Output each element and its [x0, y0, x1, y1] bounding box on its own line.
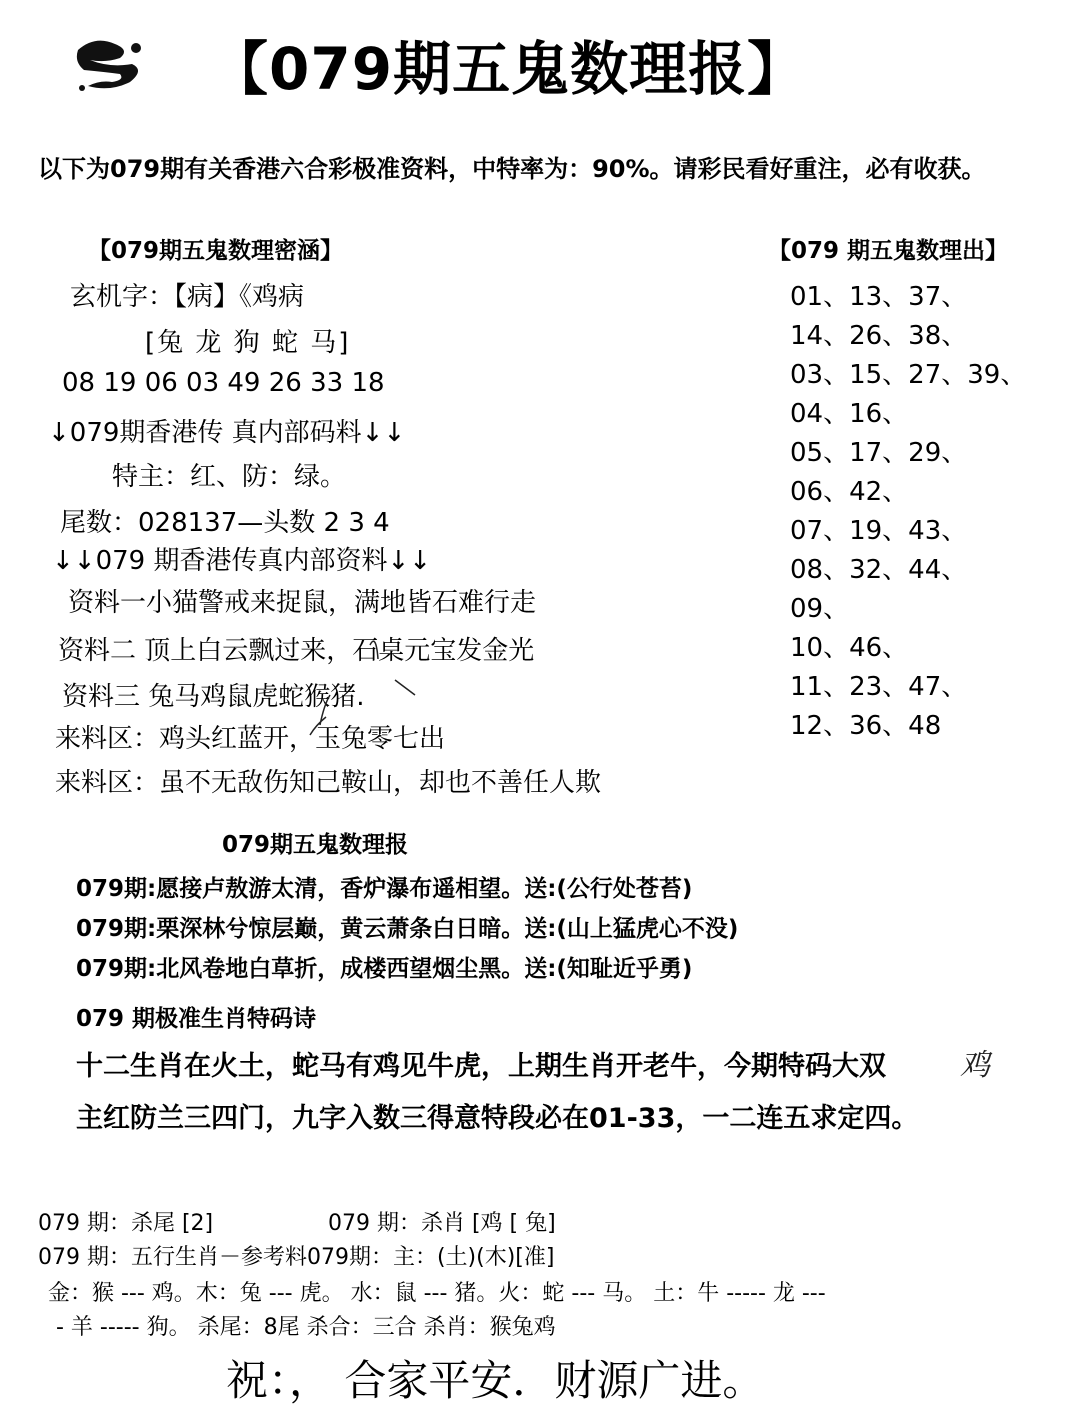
data-line-1: 资料一小猫警戒来捉鼠，满地皆石难行走 [68, 588, 537, 618]
report-title: 079期五鬼数理报 [222, 832, 409, 858]
number-row: 11、23、47、 [790, 672, 968, 702]
tail-line: 尾数：028137—头数 2 3 4 [60, 508, 390, 538]
number-row: 10、46、 [790, 633, 909, 663]
number-row: 04、16、 [790, 399, 909, 429]
number-row: 07、19、43、 [790, 516, 968, 546]
left-section-title: 【079期五鬼数理密涵】 [88, 238, 344, 264]
xuanji-line: 玄机字：【病】《鸡病 [70, 282, 305, 312]
number-list [790, 278, 1026, 746]
wuxing-line: 079 期：五行生肖－参考料079期：主：(土)(木)[准] [38, 1245, 555, 1270]
number-row: 03、15、27、39、 [790, 360, 1027, 390]
area-line-2: 来料区：虽不无敌伤知己鞍山，却也不善任人欺 [55, 768, 602, 798]
number-row: 01、13、37、 [790, 282, 968, 312]
number-row: 09、 [790, 594, 850, 624]
number-row: 05、17、29、 [790, 438, 968, 468]
handwriting-marks [280, 625, 530, 785]
handwritten-character: 鸡 [960, 1048, 990, 1083]
elements-line-2: - 羊 ----- 狗。 杀尾：8尾 杀合：三合 杀肖：猴兔鸡 [56, 1315, 556, 1340]
data-line-2: 资料二 顶上白云飘过来，石桌元宝发金光 [58, 636, 535, 666]
number-row: 08、32、44、 [790, 555, 968, 585]
poem-line-1: 十二生肖在火土，蛇马有鸡见牛虎，上期生肖开老牛，今期特码大双 [76, 1051, 886, 1082]
area-line-1: 来料区：鸡头红蓝开，玉兔零七出 [55, 724, 446, 754]
elements-line-1: 金：猴 --- 鸡。木：兔 --- 虎。 水：鼠 --- 猪。火：蛇 --- 马。 土：牛 ----- 龙 --- [48, 1281, 826, 1306]
number-row: 12、36、48 [790, 711, 942, 741]
insider-line-1: ↓079期香港传 真内部码料↓↓ [48, 418, 406, 448]
number-row: 06、42、 [790, 477, 909, 507]
report-line: 079期:栗深林兮惊层巅，黄云萧条白日暗。送:(山上猛虎心不没) [76, 916, 739, 942]
poem-title: 079 期极准生肖特码诗 [76, 1006, 317, 1032]
number-row: 14、26、38、 [790, 321, 968, 351]
zodiac-line: [兔 龙 狗 蛇 马] [145, 328, 351, 358]
page-title: 【079期五鬼数理报】 [210, 35, 807, 103]
special-line: 特主：红、防：绿。 [112, 462, 347, 492]
right-section-title: 【079 期五鬼数理出】 [768, 238, 1009, 264]
numbers-line: 08 19 06 03 49 26 33 18 [62, 368, 385, 398]
blessing-line: 祝：， 合家平安．财源广进。 [226, 1356, 765, 1405]
poem-line-2: 主红防兰三四门，九字入数三得意特段必在01-33，一二连五求定四。 [76, 1103, 919, 1134]
intro-text: 以下为079期有关香港六合彩极准资料，中特率为：90%。请彩民看好重注，必有收获。 [38, 155, 986, 183]
report-line: 079期:北风卷地白草折，成楼西望烟尘黑。送:(知耻近乎勇) [76, 956, 693, 982]
brush-logo-icon [70, 30, 150, 100]
kill-zodiac: 079 期：杀肖 [鸡 [ 兔] [328, 1211, 556, 1236]
kill-tail: 079 期：杀尾 [2] [38, 1211, 214, 1236]
insider-line-2: ↓↓079 期香港传真内部资料↓↓ [52, 546, 432, 576]
report-line: 079期:愿接卢敖游太清，香炉瀑布遥相望。送:(公行处苍苔) [76, 876, 693, 902]
data-line-3: 资料三 兔马鸡鼠虎蛇猴猪. [62, 682, 365, 712]
